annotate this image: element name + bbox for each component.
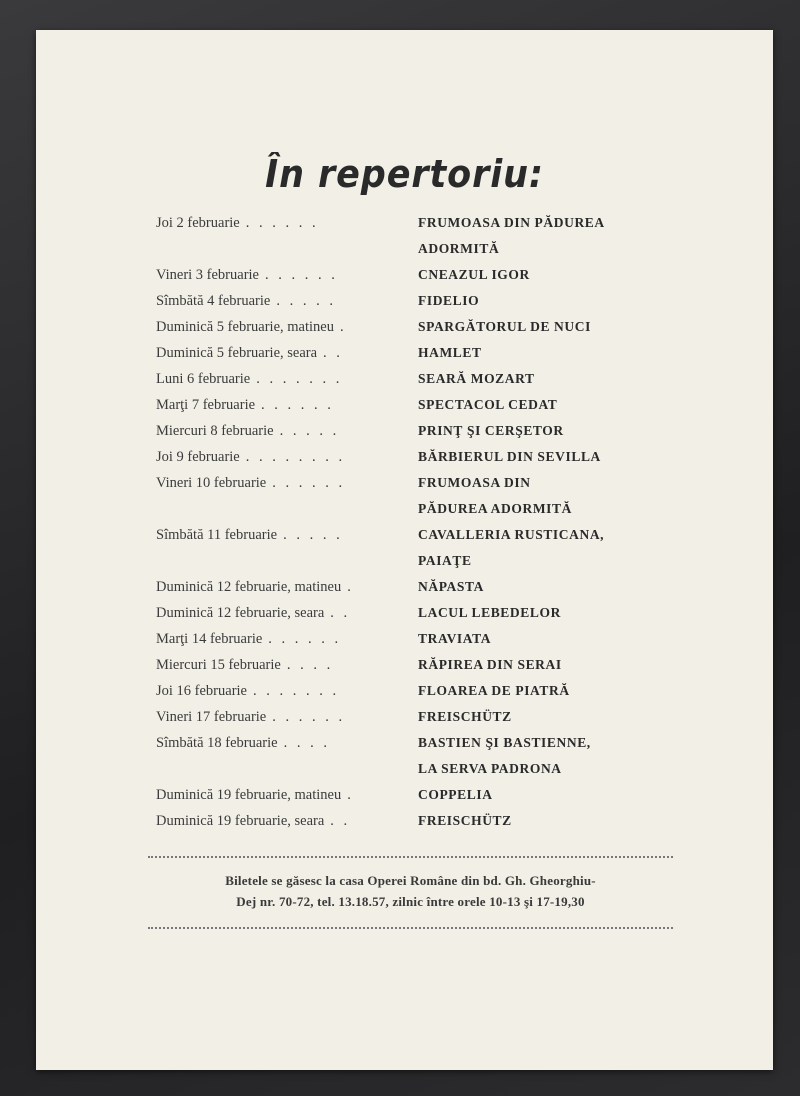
schedule-row (156, 808, 666, 834)
leader-dots: . . . . . . (272, 475, 346, 491)
leader-dots: . . . . (283, 735, 330, 751)
performance-date-cell (156, 340, 418, 366)
performance-date: Duminică 5 februarie, matineu (156, 319, 334, 335)
performance-date-cell (156, 652, 418, 678)
schedule-row (156, 314, 666, 340)
performance-titles (418, 730, 666, 782)
performance-date: Miercuri 8 februarie (156, 423, 274, 439)
performance-titles (418, 314, 666, 340)
performance-date: Duminică 19 februarie, matineu (156, 787, 342, 803)
schedule-row (156, 574, 666, 600)
performance-title: BĂRBIERUL DIN SEVILLA (418, 449, 601, 464)
performance-titles (418, 704, 666, 730)
performance-title: SPECTACOL CEDAT (418, 397, 558, 412)
leader-dots: . . . . . (279, 423, 340, 439)
performance-date-cell (156, 808, 418, 834)
performance-title: FRUMOASA DIN (418, 475, 531, 490)
performance-date-cell (156, 366, 418, 392)
performance-date: Joi 2 februarie (156, 215, 240, 231)
performance-titles (418, 392, 666, 418)
performance-date: Luni 6 februarie (156, 371, 251, 387)
leader-dots: . (347, 787, 354, 803)
dotted-divider-bottom (148, 927, 673, 929)
leader-dots: . . (330, 605, 351, 621)
performance-date: Marţi 14 februarie (156, 631, 263, 647)
leader-dots: . . . . . . (261, 397, 334, 413)
leader-dots: . . (323, 345, 343, 361)
performance-date-cell (156, 600, 418, 626)
leader-dots: . . (330, 813, 351, 829)
performance-title: SPARGĂTORUL DE NUCI (418, 319, 591, 334)
performance-date-cell (156, 262, 418, 288)
leader-dots: . . . . . . (272, 709, 346, 725)
performance-titles (418, 522, 666, 574)
schedule-row (156, 704, 666, 730)
schedule-row (156, 366, 666, 392)
performance-titles (418, 444, 666, 470)
schedule-row (156, 600, 666, 626)
schedule-row (156, 262, 666, 288)
leader-dots: . (339, 319, 347, 335)
performance-title: PAIAŢE (418, 553, 472, 568)
performance-date: Miercuri 15 februarie (156, 657, 281, 673)
performance-titles (418, 340, 666, 366)
performance-date: Duminică 19 februarie, seara (156, 813, 325, 829)
performance-date: Vineri 3 februarie (156, 267, 259, 283)
performance-titles (418, 626, 666, 652)
performance-titles (418, 652, 666, 678)
performance-date-cell (156, 392, 418, 418)
performance-title: FRUMOASA DIN PĂDUREA (418, 215, 605, 230)
performance-date: Joi 16 februarie (156, 683, 247, 699)
dotted-divider-top (148, 856, 673, 858)
schedule-row (156, 340, 666, 366)
performance-title: TRAVIATA (418, 631, 492, 646)
leader-dots: . . . . . . (245, 215, 319, 231)
page-title: În repertoriu: (265, 152, 544, 196)
schedule-row (156, 782, 666, 808)
performance-date-cell (156, 626, 418, 652)
performance-date: Sîmbătă 4 februarie (156, 293, 271, 309)
performance-title: FLOAREA DE PIATRĂ (418, 683, 570, 698)
leader-dots: . . . . (286, 657, 334, 673)
performance-titles (418, 782, 666, 808)
performance-date: Sîmbătă 11 februarie (156, 527, 278, 543)
performance-title: FREISCHÜTZ (418, 709, 512, 724)
performance-date-cell (156, 288, 418, 314)
schedule-row (156, 288, 666, 314)
performance-titles (418, 418, 666, 444)
performance-date-cell (156, 704, 418, 730)
performance-date-cell (156, 444, 418, 470)
performance-date-cell (156, 782, 418, 808)
performance-date: Marţi 7 februarie (156, 397, 256, 413)
performance-title: COPPELIA (418, 787, 493, 802)
performance-titles (418, 210, 666, 262)
program-sheet (36, 30, 773, 1070)
performance-date-cell (156, 418, 418, 444)
schedule-row (156, 626, 666, 652)
performance-title: LACUL LEBEDELOR (418, 605, 561, 620)
performance-date-cell (156, 470, 418, 496)
leader-dots: . . . . . . (265, 267, 338, 283)
leader-dots: . . . . . . . (253, 683, 340, 699)
leader-dots: . . . . . . . . (245, 449, 346, 465)
performance-date-cell (156, 574, 418, 600)
performance-title: PRINŢ ŞI CERŞETOR (418, 423, 564, 438)
schedule-row (156, 470, 666, 522)
leader-dots: . . . . . . . (256, 371, 343, 387)
performance-date: Duminică 12 februarie, seara (156, 605, 325, 621)
performance-date: Joi 9 februarie (156, 449, 240, 465)
performance-date: Duminică 5 februarie, seara (156, 345, 318, 361)
performance-title: NĂPASTA (418, 579, 484, 594)
schedule-row (156, 392, 666, 418)
ticket-info-line: Biletele se găsesc la casa Operei Române din bd. Gh. Gheorghiu- (225, 873, 596, 888)
schedule-row (156, 730, 666, 782)
performance-title: LA SERVA PADRONA (418, 761, 562, 776)
performance-title: HAMLET (418, 345, 482, 360)
schedule-row (156, 210, 666, 262)
schedule-row (156, 652, 666, 678)
performance-titles (418, 366, 666, 392)
performance-date-cell (156, 522, 418, 548)
performance-date-cell (156, 314, 418, 340)
performance-date-cell (156, 730, 418, 756)
performance-title: FIDELIO (418, 293, 480, 308)
leader-dots: . (347, 579, 354, 595)
performance-date: Sîmbătă 18 februarie (156, 735, 278, 751)
schedule-row (156, 418, 666, 444)
performance-titles (418, 574, 666, 600)
performance-date: Vineri 10 februarie (156, 475, 267, 491)
schedule-row (156, 522, 666, 574)
leader-dots: . . . . . (276, 293, 336, 309)
schedule-row (156, 444, 666, 470)
performance-date-cell (156, 678, 418, 704)
performance-titles (418, 600, 666, 626)
performance-title: SEARĂ MOZART (418, 371, 535, 386)
performance-title: FREISCHÜTZ (418, 813, 512, 828)
performance-title: BASTIEN ŞI BASTIENNE, (418, 735, 591, 750)
performance-title: ADORMITĂ (418, 241, 500, 256)
performance-titles (418, 262, 666, 288)
leader-dots: . . . . . (283, 527, 343, 543)
performance-titles (418, 470, 666, 522)
performance-title: CAVALLERIA RUSTICANA, (418, 527, 605, 542)
performance-titles (418, 678, 666, 704)
performance-titles (418, 288, 666, 314)
schedule-row (156, 678, 666, 704)
performance-title: PĂDUREA ADORMITĂ (418, 501, 572, 516)
performance-title: RĂPIREA DIN SERAI (418, 657, 562, 672)
leader-dots: . . . . . . (268, 631, 342, 647)
performance-date: Duminică 12 februarie, matineu (156, 579, 342, 595)
ticket-info-line: Dej nr. 70-72, tel. 13.18.57, zilnic între orele 10-13 şi 17-19,30 (236, 894, 585, 909)
performance-date-cell (156, 210, 418, 236)
repertoire-schedule (156, 210, 666, 834)
ticket-info (148, 870, 673, 912)
performance-date: Vineri 17 februarie (156, 709, 267, 725)
performance-title: CNEAZUL IGOR (418, 267, 530, 282)
performance-titles (418, 808, 666, 834)
